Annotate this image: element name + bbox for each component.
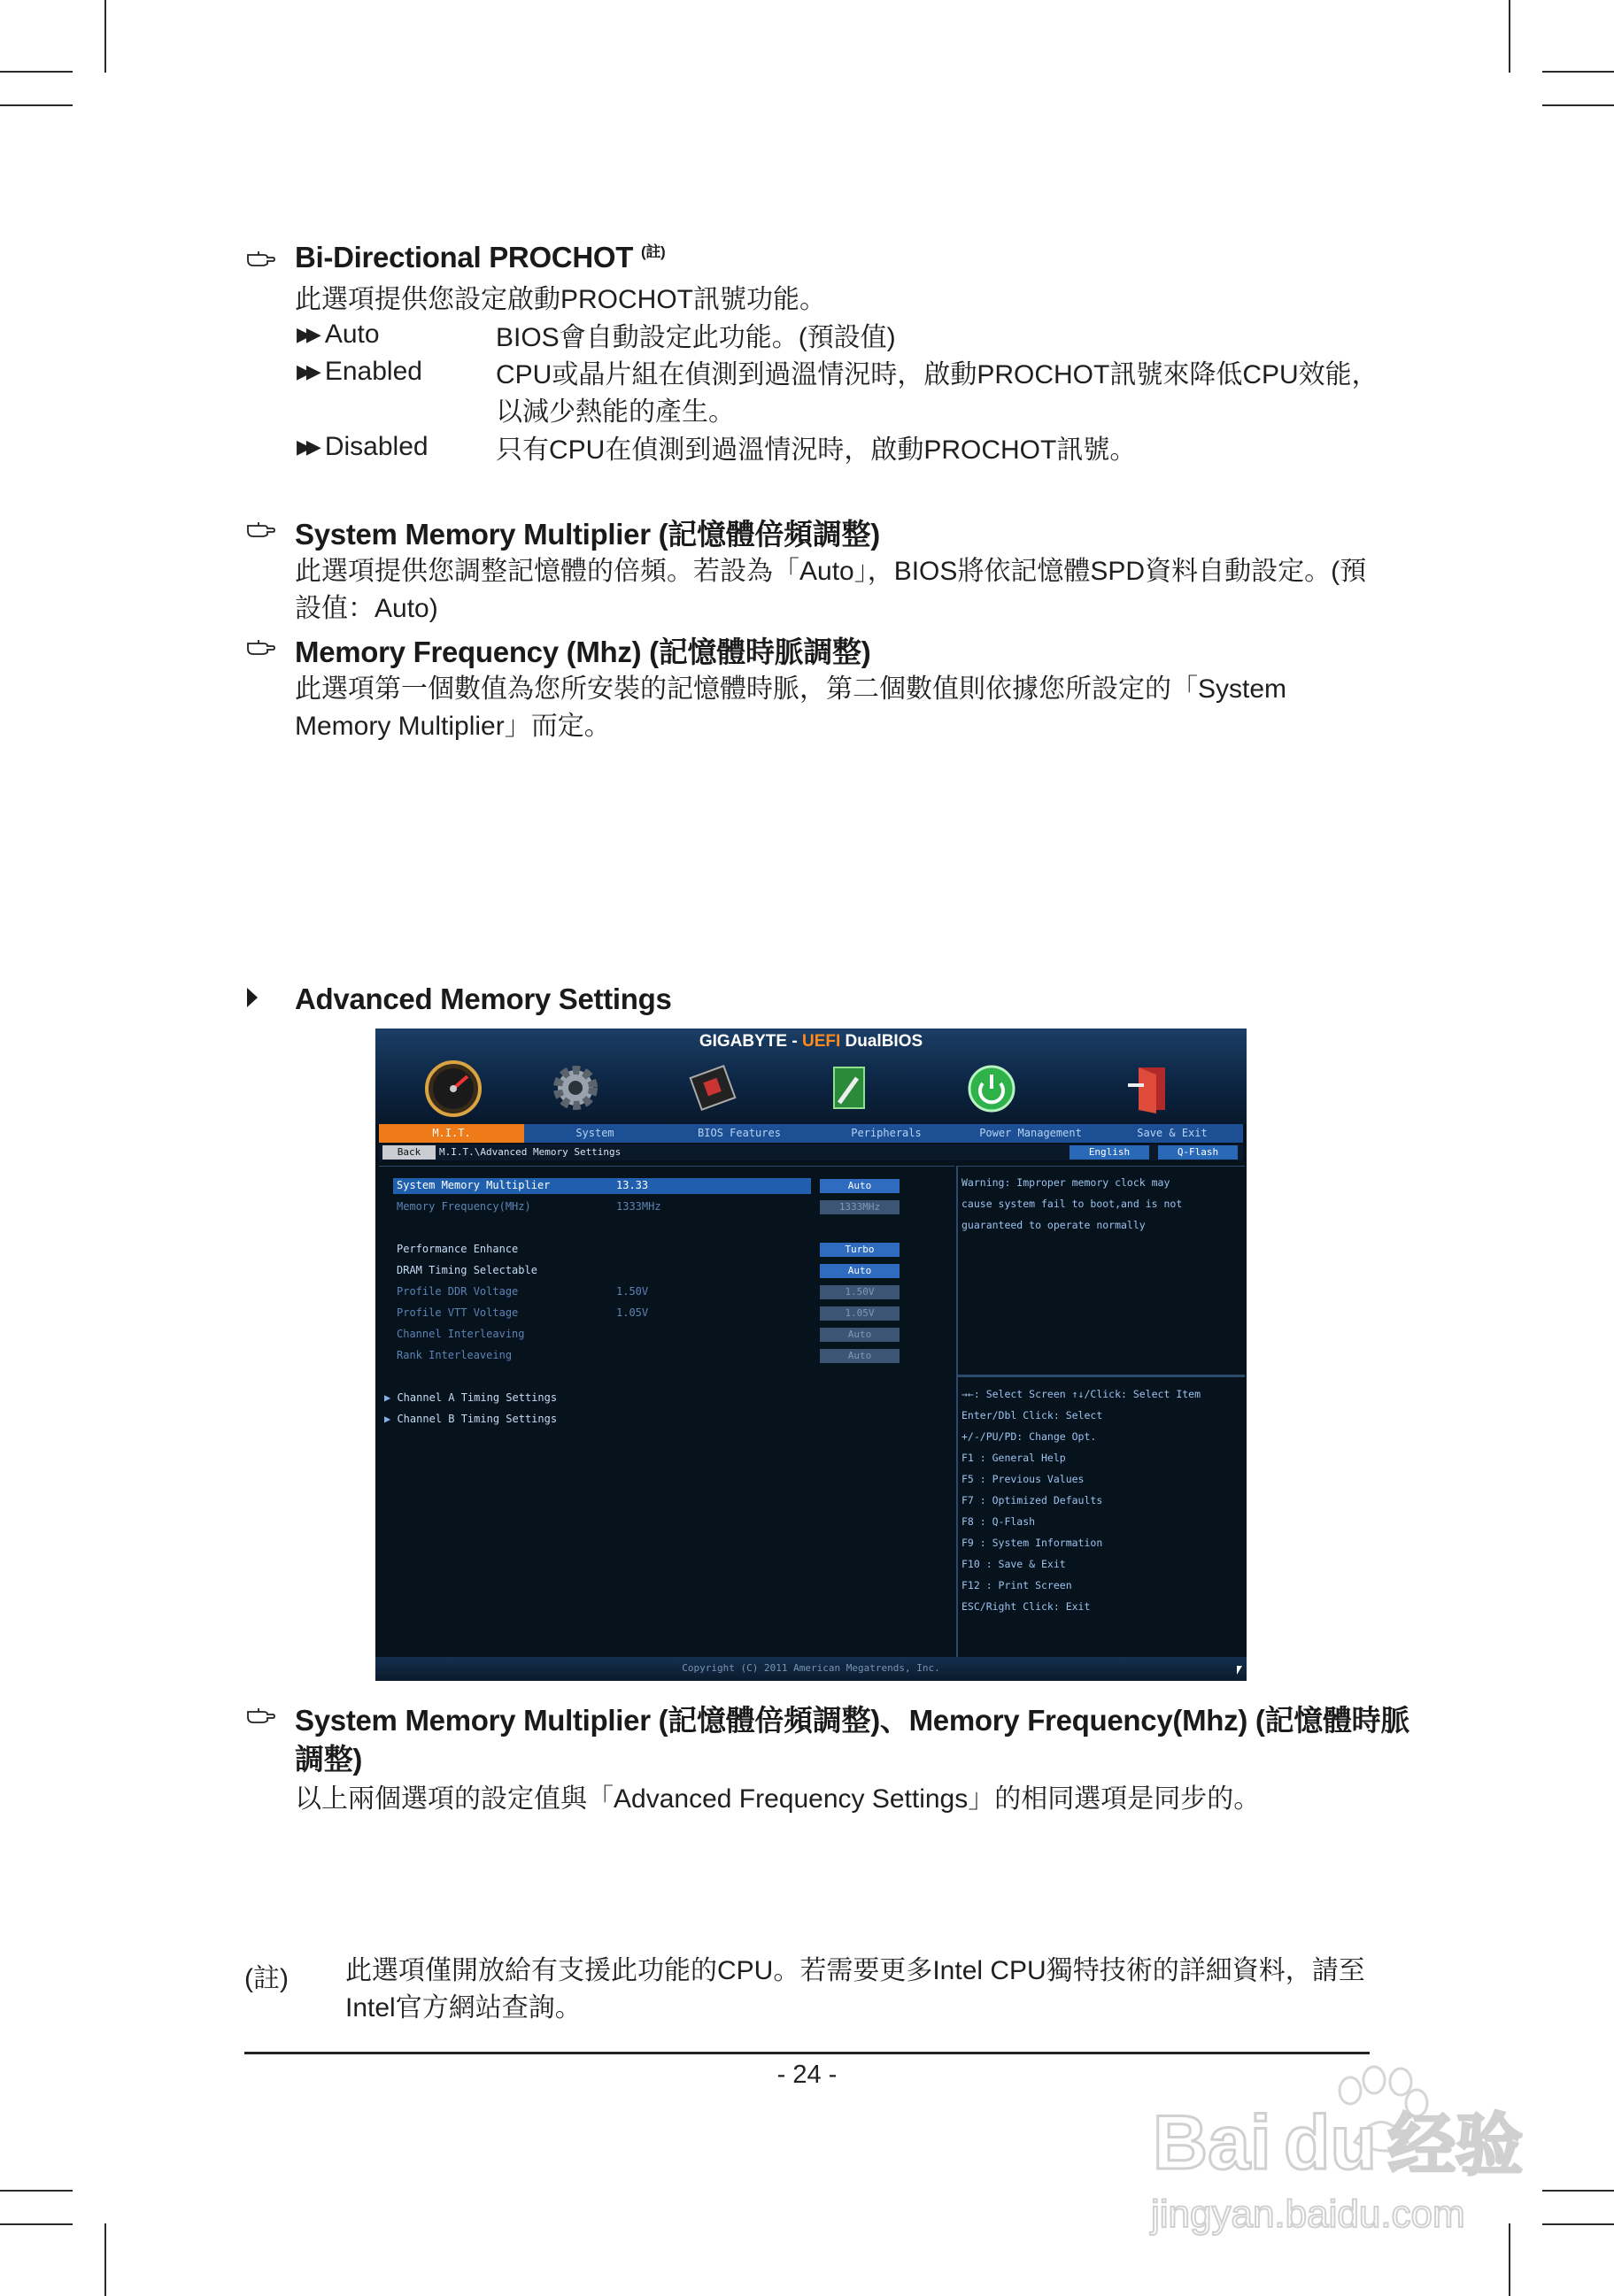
section-description: 以上兩個選項的設定值與「Advanced Frequency Settings」的相同選項是同步的。 [295,1784,1261,1814]
option-description: CPU或晶片組在偵測到過溫情況時，啟動PROCHOT訊號來降低CPU效能，以減少熱能的產生。 [496,360,1378,427]
double-arrow-icon: ▶▶ [297,360,316,382]
section-heading: System Memory Multiplier (記憶體倍頻調整)、Memory Frequency(Mhz) (記憶體時脈 [295,1704,1410,1737]
watermark-text-bai: Bai [1153,2100,1271,2185]
help-pane [956,1166,1245,1660]
setting-value: 1.05V [616,1306,649,1319]
submenu-item[interactable]: ▶ Channel B Timing Settings [384,1413,558,1425]
setting-label[interactable]: Performance Enhance [397,1243,519,1255]
mouse-cursor-icon [1237,1666,1242,1675]
gear-icon [544,1059,607,1117]
help-line: F9 : System Information [961,1537,1103,1549]
help-line: →←: Select Screen ↑↓/Click: Select Item [961,1388,1201,1400]
bios-tab-bar [379,1124,1243,1143]
crop-mark [0,71,73,73]
setting-button: 1.50V [820,1285,900,1299]
tab-save-exit[interactable]: Save & Exit [1137,1127,1208,1139]
section-heading: Bi-Directional PROCHOT $^{(註)}$ [295,241,666,274]
setting-button: 1333MHz [820,1200,900,1214]
help-line: F5 : Previous Values [961,1473,1085,1485]
setting-button[interactable]: Auto [820,1179,900,1193]
back-button[interactable]: Back [382,1145,436,1160]
help-line: ESC/Right Click: Exit [961,1600,1091,1613]
crop-mark [1542,104,1614,106]
tab-system[interactable]: System [575,1127,614,1139]
setting-label[interactable]: System Memory Multiplier [397,1179,551,1191]
breadcrumb: M.I.T.\Advanced Memory Settings [439,1146,622,1158]
bios-nav-bar [379,1144,1243,1160]
help-line: F7 : Optimized Defaults [961,1494,1103,1506]
submenu-arrow-icon: ▶ [384,1413,398,1425]
page-number: - 24 - [776,2061,838,2089]
setting-label[interactable]: DRAM Timing Selectable [397,1264,537,1276]
pointing-hand-icon [246,1705,276,1724]
pointing-hand-icon [246,248,276,267]
setting-label: Profile DDR Voltage [397,1285,519,1298]
tab-peripherals[interactable]: Peripherals [851,1127,922,1139]
section-heading: 調整) [295,1743,363,1776]
help-line: +/-/PU/PD: Change Opt. [961,1430,1097,1443]
watermark-url: jingyan.baidu.com [1151,2192,1465,2236]
bios-header [375,1029,1247,1124]
baidu-watermark [1142,2053,1558,2248]
double-arrow-icon: ▶▶ [297,435,316,458]
setting-button[interactable]: Auto [820,1264,900,1278]
setting-button: Auto [820,1349,900,1363]
setting-label: Rank Interleaveing [397,1349,513,1361]
qflash-button[interactable]: Q-Flash [1158,1145,1238,1160]
option-description: 只有CPU在偵測到過溫情況時，啟動PROCHOT訊號。 [496,435,1137,465]
tab-bios-features[interactable]: BIOS Features [698,1127,781,1139]
chip-icon [681,1059,745,1117]
setting-button[interactable]: Turbo [820,1243,900,1257]
setting-value: 1.50V [616,1285,649,1298]
help-line: F1 : General Help [961,1452,1066,1464]
warning-line: cause system fail to boot,and is not [961,1198,1183,1210]
tab-power-management[interactable]: Power Management [979,1127,1082,1139]
section-description: 此選項提供您設定啟動PROCHOT訊號功能。 [295,285,826,314]
tab-mit[interactable]: M.I.T. [379,1124,524,1143]
language-button[interactable]: English [1070,1145,1149,1160]
help-line: Enter/Dbl Click: Select [961,1409,1103,1422]
bios-screenshot [375,1029,1247,1681]
help-line: F8 : Q-Flash [961,1515,1036,1528]
crop-mark [1542,71,1614,73]
crop-mark [104,0,106,73]
peripherals-icon [818,1059,882,1117]
setting-label: Memory Frequency(MHz) [397,1200,531,1213]
triangle-bullet-icon [247,988,258,1007]
crop-mark [0,2190,73,2192]
option-description: BIOS會自動設定此功能。(預設值) [496,323,896,352]
pointing-hand-icon [246,636,276,656]
warning-line: Warning: Improper memory clock may [961,1176,1170,1189]
crop-mark [0,104,73,106]
warning-line: guaranteed to operate normally [961,1219,1146,1231]
setting-label: Profile VTT Voltage [397,1306,519,1319]
crop-mark [104,2223,106,2296]
power-icon [960,1059,1023,1117]
setting-value: 13.33 [616,1179,649,1191]
help-line: F10 : Save & Exit [961,1558,1066,1570]
note-text: 此選項僅開放給有支援此功能的CPU。若需要更多Intel CPU獨特技術的詳細資料，請至Intel官方網站查詢。 [345,1956,1365,2022]
note-marker: (註) [244,1964,289,1993]
pointing-hand-icon [246,519,276,538]
submenu-item[interactable]: ▶ Channel A Timing Settings [384,1391,558,1404]
crop-mark [0,2223,73,2225]
exit-door-icon [1121,1059,1185,1117]
section-heading: System Memory Multiplier (記憶體倍頻調整) [295,518,880,551]
double-arrow-icon: ▶▶ [297,323,316,345]
divider [958,1375,1245,1377]
section-heading: Memory Frequency (Mhz) (記憶體時脈調整) [295,636,871,668]
setting-value: 1333MHz [616,1200,661,1213]
copyright: Copyright (C) 2011 American Megatrends, Inc. [682,1662,940,1674]
setting-button: 1.05V [820,1306,900,1321]
help-line: F12 : Print Screen [961,1579,1072,1591]
watermark-text-du: du [1284,2100,1378,2185]
submenu-arrow-icon: ▶ [384,1391,398,1404]
section-description: 此選項提供您調整記憶體的倍頻。若設為「Auto」，BIOS將依記憶體SPD資料自動設定。(預設值：Auto) [295,557,1367,623]
bios-title: GIGABYTE - UEFI DualBIOS [699,1032,923,1051]
settings-pane [379,1166,954,1660]
setting-button: Auto [820,1328,900,1342]
setting-label: Channel Interleaving [397,1328,525,1340]
section-heading: Advanced Memory Settings [295,982,672,1015]
section-description: 此選項第一個數值為您所安裝的記憶體時脈，第二個數值則依據您所設定的「System Memory Multiplier」而定。 [295,674,1287,741]
speedometer-icon [421,1059,485,1117]
watermark-text-jingyan: 经验 [1388,2106,1523,2184]
crop-mark [1509,0,1510,73]
